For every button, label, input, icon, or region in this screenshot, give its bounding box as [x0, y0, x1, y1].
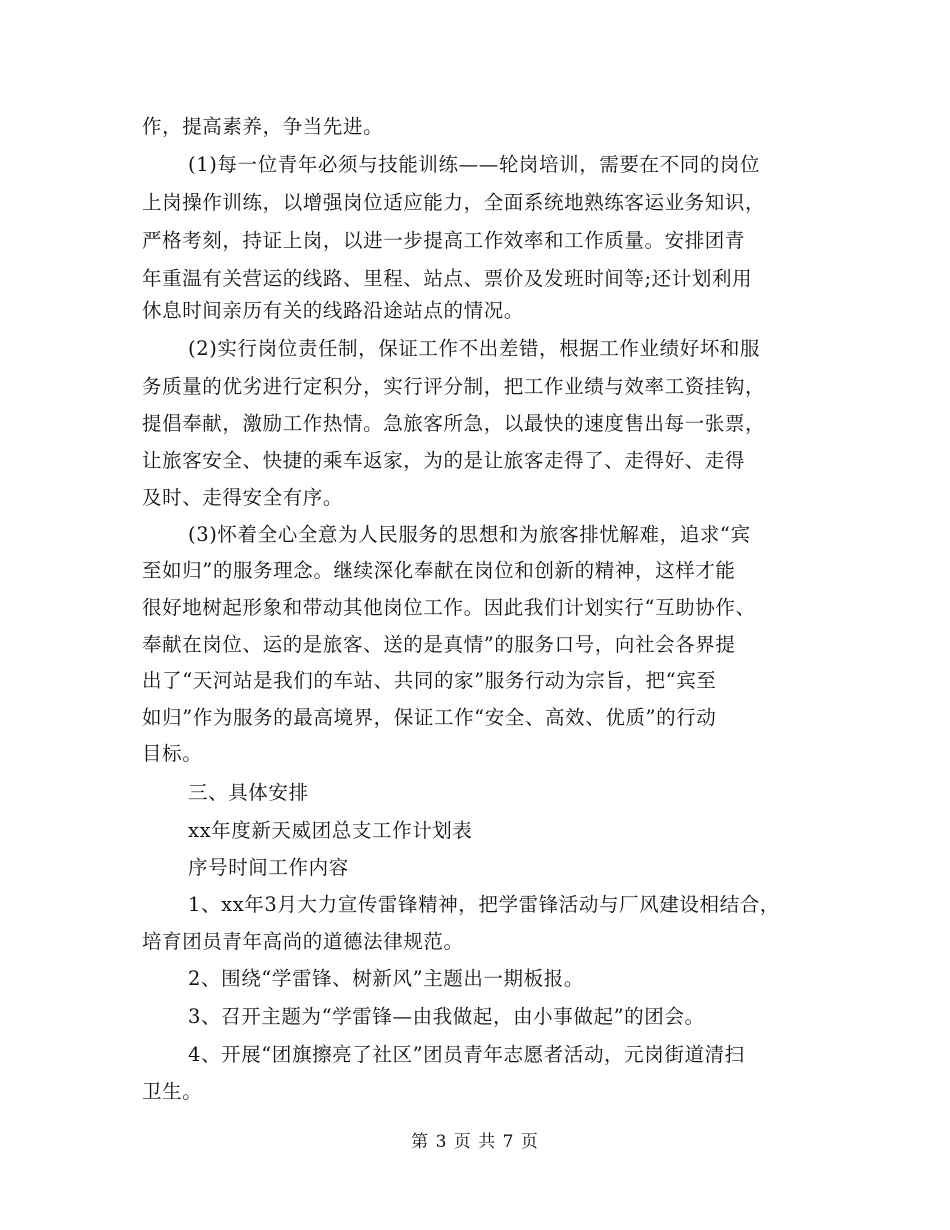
section-heading: 三、具体安排	[188, 781, 309, 804]
paragraph-line: 很好地树起形象和带动其他岗位工作。因此我们计划实行“互助协作、	[142, 596, 756, 619]
paragraph-line: 休息时间亲历有关的线路沿途站点的情况。	[142, 299, 524, 322]
page-number: 第 3 页 共 7 页	[411, 1132, 539, 1152]
paragraph-line: 出了“天河站是我们的车站、共同的家”服务行动为宗旨，把“宾至	[142, 669, 717, 692]
paragraph-line: 奉献在岗位、运的是旅客、送的是真情”的服务口号，向社会各界提	[142, 633, 736, 656]
list-item: 4、开展“团旗擦亮了社区”团员青年志愿者活动，元岗街道清扫	[188, 1043, 745, 1066]
table-header: 序号时间工作内容	[188, 856, 349, 879]
paragraph-line: 上岗操作训练，以增强岗位适应能力，全面系统地熟练客运业务知识，	[142, 191, 766, 214]
list-item: 3、召开主题为“学雷锋—由我做起，由小事做起”的团会。	[188, 1005, 705, 1028]
list-item-continuation: 培育团员青年高尚的道德法律规范。	[142, 930, 464, 953]
paragraph-line: 如归”作为服务的最高境界，保证工作“安全、高效、优质”的行动	[142, 706, 717, 729]
paragraph-line: (1)每一位青年必须与技能训练——轮岗培训，需要在不同的岗位	[188, 153, 761, 176]
paragraph-line: 至如归”的服务理念。继续深化奉献在岗位和创新的精神，这样才能	[142, 559, 736, 582]
paragraph-line: 让旅客安全、快捷的乘车返家，为的是让旅客走得了、走得好、走得	[142, 449, 746, 472]
paragraph-line: 目标。	[142, 742, 203, 765]
paragraph-line: (3)怀着全心全意为人民服务的思想和为旅客排忧解难，追求“宾	[188, 523, 751, 546]
paragraph-line: 务质量的优劣进行定积分，实行评分制，把工作业绩与效率工资挂钩，	[142, 375, 766, 398]
table-title: xx年度新天威团总支工作计划表	[188, 819, 473, 842]
paragraph-line: 提倡奉献，激励工作热情。急旅客所急，以最快的速度售出每一张票，	[142, 412, 766, 435]
list-item: 1、xx年3月大力宣传雷锋精神，把学雷锋活动与厂风建设相结合，	[188, 893, 780, 916]
paragraph-line: 及时、走得安全有序。	[142, 486, 344, 509]
paragraph-line: 年重温有关营运的线路、里程、站点、票价及发班时间等;还计划利用	[142, 267, 753, 290]
paragraph-line: 严格考刻，持证上岗，以进一步提高工作效率和工作质量。安排团青	[142, 229, 746, 252]
paragraph-line: (2)实行岗位责任制，保证工作不出差错，根据工作业绩好坏和服	[188, 337, 761, 360]
list-item-continuation: 卫生。	[142, 1080, 203, 1103]
paragraph-line: 作，提高素养，争当先进。	[142, 115, 384, 138]
list-item: 2、围绕“学雷锋、树新风”主题出一期板报。	[188, 967, 584, 990]
